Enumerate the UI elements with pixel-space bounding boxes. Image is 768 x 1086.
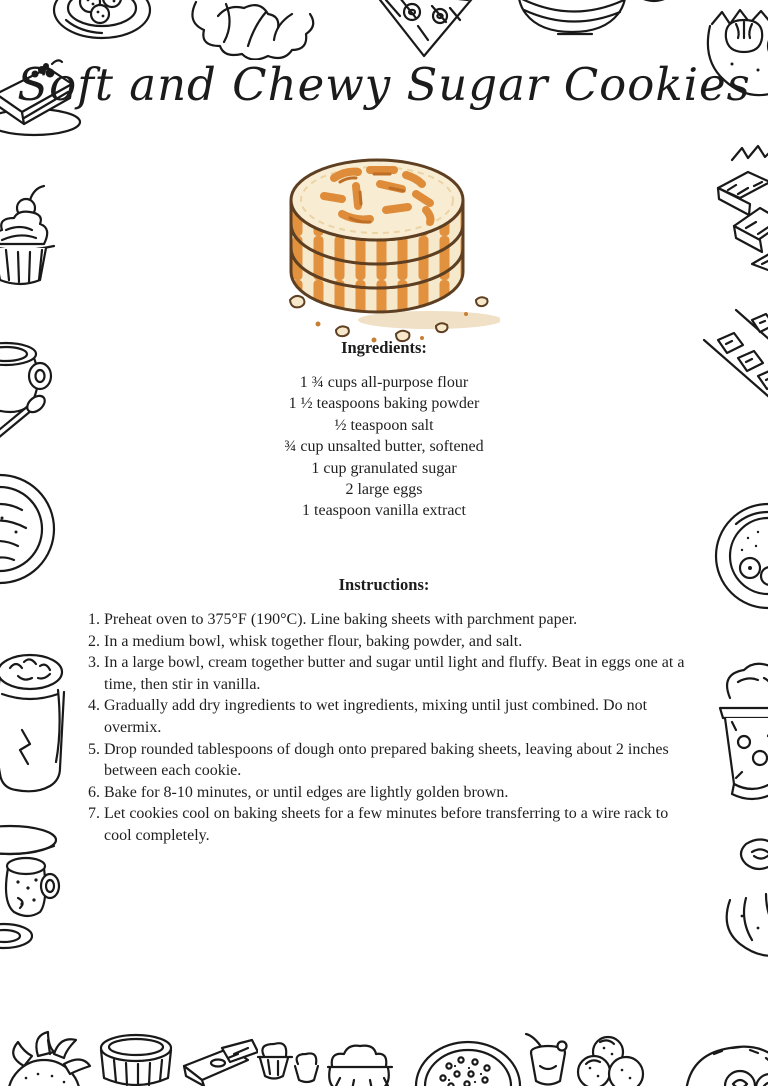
page-title: Soft and Chewy Sugar Cookies [17, 58, 751, 111]
cupcakes-and-dough-bowl-icon [250, 1034, 396, 1086]
instruction-step: Drop rounded tablespoons of dough onto prepared baking sheets, leaving about 2 inches between each cookie. [104, 740, 669, 780]
drink-and-buns-icon [512, 1032, 662, 1086]
ingredient-item: 1 teaspoon vanilla extract [302, 502, 466, 520]
instructions-heading: Instructions: [338, 575, 430, 594]
ingredients-section [0, 338, 768, 522]
ingredient-item: ½ teaspoon salt [334, 416, 434, 434]
pastry-and-loaf-icon [718, 836, 768, 982]
instruction-step: Let cookies cool on baking sheets for a few minutes before transferring to a wire rack to cool completely. [104, 805, 669, 844]
ingredient-item: 1 cup granulated sugar [311, 459, 457, 477]
instructions-section [0, 575, 768, 847]
noodle-bowl-and-cup-icon [514, 0, 676, 52]
ingredient-item: ¾ cup unsalted butter, softened [284, 438, 484, 456]
pizza-slice-icon [360, 0, 484, 60]
ingredients-heading: Ingredients: [341, 338, 427, 357]
instructions-list [88, 609, 696, 847]
ingredient-item: 1 ¾ cups all-purpose flour [299, 374, 469, 391]
instruction-step: Bake for 8-10 minutes, or until edges are lightly golden brown. [104, 783, 509, 801]
lettuce-icon [190, 0, 322, 60]
instruction-step: Gradually add dry ingredients to wet ingredients, mixing until just combined. Do not overmix. [104, 697, 648, 736]
instruction-step: In a medium bowl, whisk together flour, baking powder, and salt. [104, 632, 523, 650]
instruction-step: In a large bowl, cream together butter and sugar until light and fluffy. Beat in eggs one at a time, then stir in vanilla. [104, 654, 685, 693]
plate-of-cookies-icon [50, 0, 154, 48]
strawberry-icon [0, 1026, 92, 1086]
cupcake-with-cherry-icon [0, 184, 62, 296]
ingredient-item: 2 large eggs [345, 481, 423, 499]
instruction-step: Preheat oven to 375°F (190°C). Line baking sheets with parchment paper. [104, 611, 578, 628]
ramekin-and-cheese-icon [90, 1030, 258, 1086]
chocolate-ribbons-icon [704, 142, 768, 282]
bread-and-rolls-icon [684, 1030, 768, 1086]
ingredient-item: 1 ½ teaspoons baking powder [288, 395, 480, 413]
sugar-cookie-stack-illustration [270, 148, 500, 348]
ingredients-list [0, 372, 768, 522]
paella-pan-icon [413, 1038, 523, 1086]
